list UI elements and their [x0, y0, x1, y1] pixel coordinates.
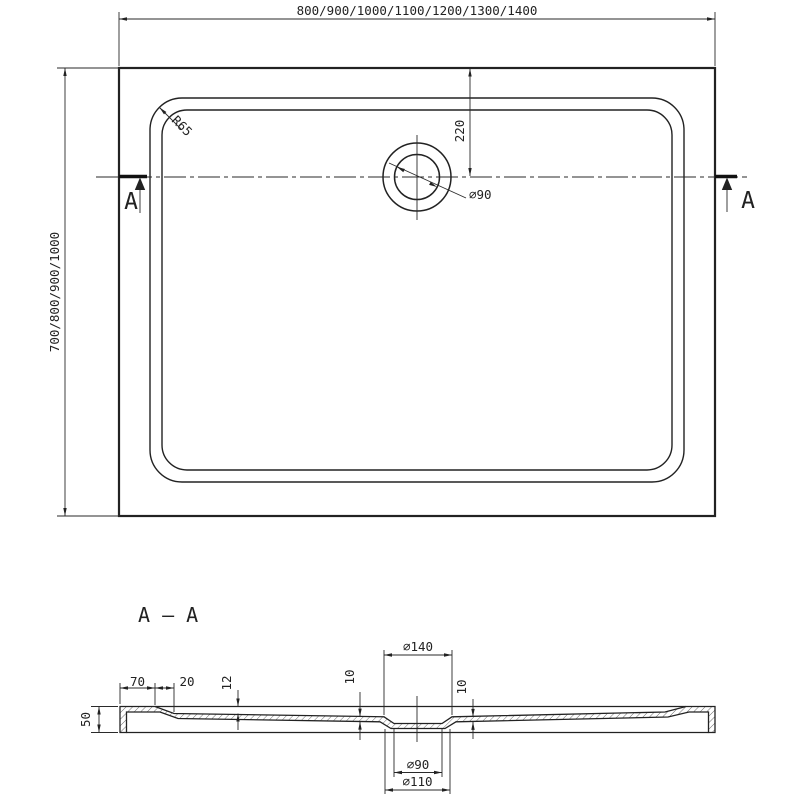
arrowhead-left — [119, 17, 127, 20]
arrowhead — [434, 771, 442, 774]
arrowhead — [384, 653, 392, 656]
height-dimension-label: 50 — [78, 711, 93, 728]
drain — [383, 135, 451, 220]
arrowhead-down — [468, 168, 471, 176]
corner-radius-label: R65 — [168, 112, 196, 140]
drain-hole-diameter-label: ⌀90 — [406, 757, 430, 772]
arrowhead — [155, 686, 163, 689]
arrowhead — [120, 686, 128, 689]
drain-diameter-label: ⌀90 — [469, 187, 492, 202]
arrowhead-right — [707, 17, 715, 20]
drain-hole-diameter-dimension — [394, 729, 442, 777]
plan-view — [47, 3, 755, 516]
arrowhead-up — [97, 707, 100, 715]
floor-thickness-left-label: 10 — [342, 669, 357, 685]
slope-width-label: 20 — [179, 674, 195, 689]
arrowhead — [385, 788, 393, 791]
arrowhead-down — [358, 709, 361, 717]
plan-depth-dimension — [47, 68, 119, 516]
arrowhead-up — [358, 722, 361, 730]
floor-thickness-right-label: 10 — [454, 679, 469, 695]
floor-thickness-left-dimension — [342, 669, 362, 740]
section-view — [78, 603, 715, 794]
section-marker-left — [119, 177, 147, 216]
section-marker-right — [715, 177, 755, 215]
section-letter-left: A — [124, 189, 138, 215]
arrowhead-up — [471, 722, 474, 730]
inner-depth-label: 12 — [219, 675, 234, 691]
arrowhead — [444, 653, 452, 656]
arrowhead-up — [468, 69, 471, 77]
arrowhead — [442, 788, 450, 791]
plan-width-dimension — [119, 3, 715, 66]
inner-depth-dimension — [219, 675, 240, 730]
arrowhead — [166, 686, 174, 689]
arrowhead — [394, 771, 402, 774]
rim-width-label: 70 — [129, 674, 146, 689]
arrowhead-upper-left — [397, 167, 405, 172]
height-dimension — [78, 707, 118, 733]
section-arrow-up — [722, 178, 732, 191]
arrowhead-down — [63, 508, 66, 516]
section-letter-right: A — [741, 188, 755, 214]
drain-offset-dimension — [452, 69, 472, 177]
arrowhead — [147, 686, 155, 689]
tray-cross-section — [120, 707, 715, 733]
recess-bottom-diameter-label: ⌀110 — [402, 774, 433, 789]
arrowhead-up — [63, 68, 66, 76]
drain-offset-dimension-label: 220 — [452, 119, 467, 143]
recess-top-diameter-dimension — [384, 639, 452, 715]
plan-depth-dimension-label: 700/800/900/1000 — [47, 231, 62, 353]
arrowhead-down — [97, 725, 100, 733]
section-title: A – A — [138, 603, 199, 627]
floor-thickness-right-dimension — [454, 679, 475, 739]
recess-top-diameter-label: ⌀140 — [402, 639, 434, 654]
plan-width-dimension-label: 800/900/1000/1100/1200/1300/1400 — [296, 3, 538, 18]
arrowhead-down — [236, 699, 239, 707]
